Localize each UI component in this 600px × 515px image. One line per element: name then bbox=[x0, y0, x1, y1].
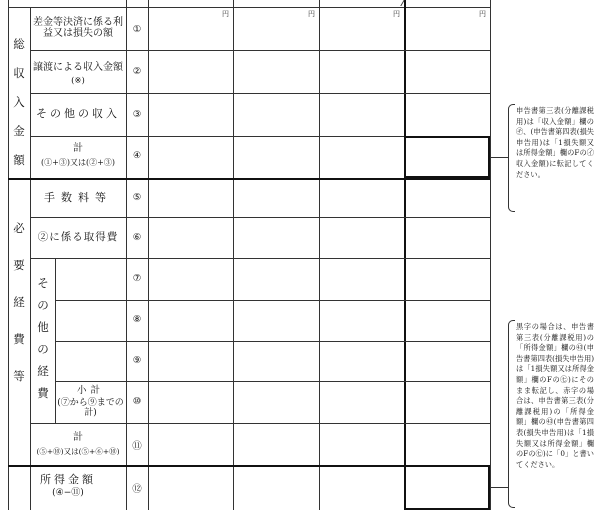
side-note-1: 申告書第三表(分離課税用)は「収入金額」欄の㋠、(申告書第四表(損失申告用)は「1損失額又は所得金額」欄のFの㋑収入金額)に転記してください。 bbox=[516, 106, 594, 179]
row-sub-10: (⑦から⑨までの計) bbox=[57, 398, 124, 418]
corner-tick bbox=[400, 0, 410, 6]
yen-label-3: 円 bbox=[393, 10, 400, 18]
note1-bracket bbox=[508, 104, 515, 212]
row-label-10: 小計 bbox=[76, 385, 104, 396]
section-header-other-expenses: その他の経費 bbox=[37, 276, 49, 400]
table-border-right bbox=[490, 0, 491, 510]
row-label-12: 所得金額 bbox=[40, 473, 96, 486]
row-num-9: ⑨ bbox=[132, 355, 142, 366]
row-num-12: ⑫ bbox=[132, 484, 142, 495]
row-label-5: 手数料等 bbox=[44, 191, 112, 204]
amount-field-7[interactable] bbox=[149, 259, 489, 300]
yen-label-1: 円 bbox=[222, 10, 229, 18]
row-num-7: ⑦ bbox=[132, 273, 142, 284]
note2-bracket bbox=[508, 320, 515, 508]
row-num-1: ① bbox=[132, 24, 142, 35]
row-num-3: ③ bbox=[132, 109, 142, 120]
yen-label-2: 円 bbox=[308, 10, 315, 18]
row-label-4: 計 bbox=[73, 143, 83, 154]
table-border-left bbox=[8, 0, 9, 510]
row-sub-11: (⑤+⑩)又は(⑤+⑥+⑩) bbox=[36, 447, 120, 456]
amount-field-9[interactable] bbox=[149, 342, 489, 381]
connector-line-note2 bbox=[490, 487, 508, 488]
amount-field-3[interactable] bbox=[149, 94, 489, 136]
row-label-3: その他の収入 bbox=[36, 107, 120, 120]
amount-field-1[interactable] bbox=[149, 8, 489, 50]
section-header-expenses: 必要経費等 bbox=[13, 221, 25, 383]
section-header-revenue: 総収入金額 bbox=[13, 37, 25, 167]
row-label-1: 差金等決済に係る利益又は損失の額 bbox=[33, 17, 123, 39]
amount-field-4[interactable] bbox=[149, 137, 404, 178]
row-num-4: ④ bbox=[132, 151, 142, 161]
row-sub-12: (④−⑪) bbox=[52, 488, 84, 498]
row-num-8: ⑧ bbox=[132, 314, 142, 325]
total-box-4[interactable] bbox=[404, 136, 490, 178]
amount-field-2[interactable] bbox=[149, 51, 489, 93]
total-box-12[interactable] bbox=[404, 465, 490, 510]
other-expense-name-8[interactable] bbox=[56, 301, 126, 341]
side-note-2: 黒字の場合は、申告書第三表(分離課税用)の「所得金額」欄の㊸(申告書第四表(損失申告用)は「1損失額又は所得金額」欄のFの㊆)にそのまま転記し、赤字の場合は、申告書第三表(分離課税用)の「所得金額」欄の㊸(申告書第四表(損失申告用)は「1損失額又は所得金額」欄のFの㊆)に「0」と書いてください。 bbox=[516, 322, 594, 469]
row-label-11: 計 bbox=[73, 432, 83, 443]
row-num-2: ② bbox=[132, 66, 142, 77]
row-num-5: ⑤ bbox=[132, 192, 142, 203]
row-sub-4: (①+③)又は(②+③) bbox=[41, 158, 115, 167]
other-expense-name-7[interactable] bbox=[56, 259, 126, 300]
amount-field-5[interactable] bbox=[149, 180, 489, 217]
row-num-11: ⑪ bbox=[132, 441, 142, 452]
row-sub-2: (※) bbox=[71, 76, 85, 86]
yen-label-4: 円 bbox=[479, 10, 486, 18]
amount-field-12[interactable] bbox=[149, 467, 404, 510]
connector-line-note1 bbox=[490, 157, 508, 158]
amount-field-10[interactable] bbox=[149, 382, 489, 423]
row-num-10: ⑩ bbox=[132, 396, 142, 407]
row-num-6: ⑥ bbox=[132, 232, 142, 243]
amount-field-8[interactable] bbox=[149, 301, 489, 341]
row-label-6: ②に係る取得費 bbox=[37, 231, 119, 243]
amount-field-11[interactable] bbox=[149, 424, 489, 465]
other-expense-name-9[interactable] bbox=[56, 342, 126, 381]
row-label-2: 譲渡による収入金額 bbox=[33, 62, 123, 73]
amount-field-6[interactable] bbox=[149, 218, 489, 258]
